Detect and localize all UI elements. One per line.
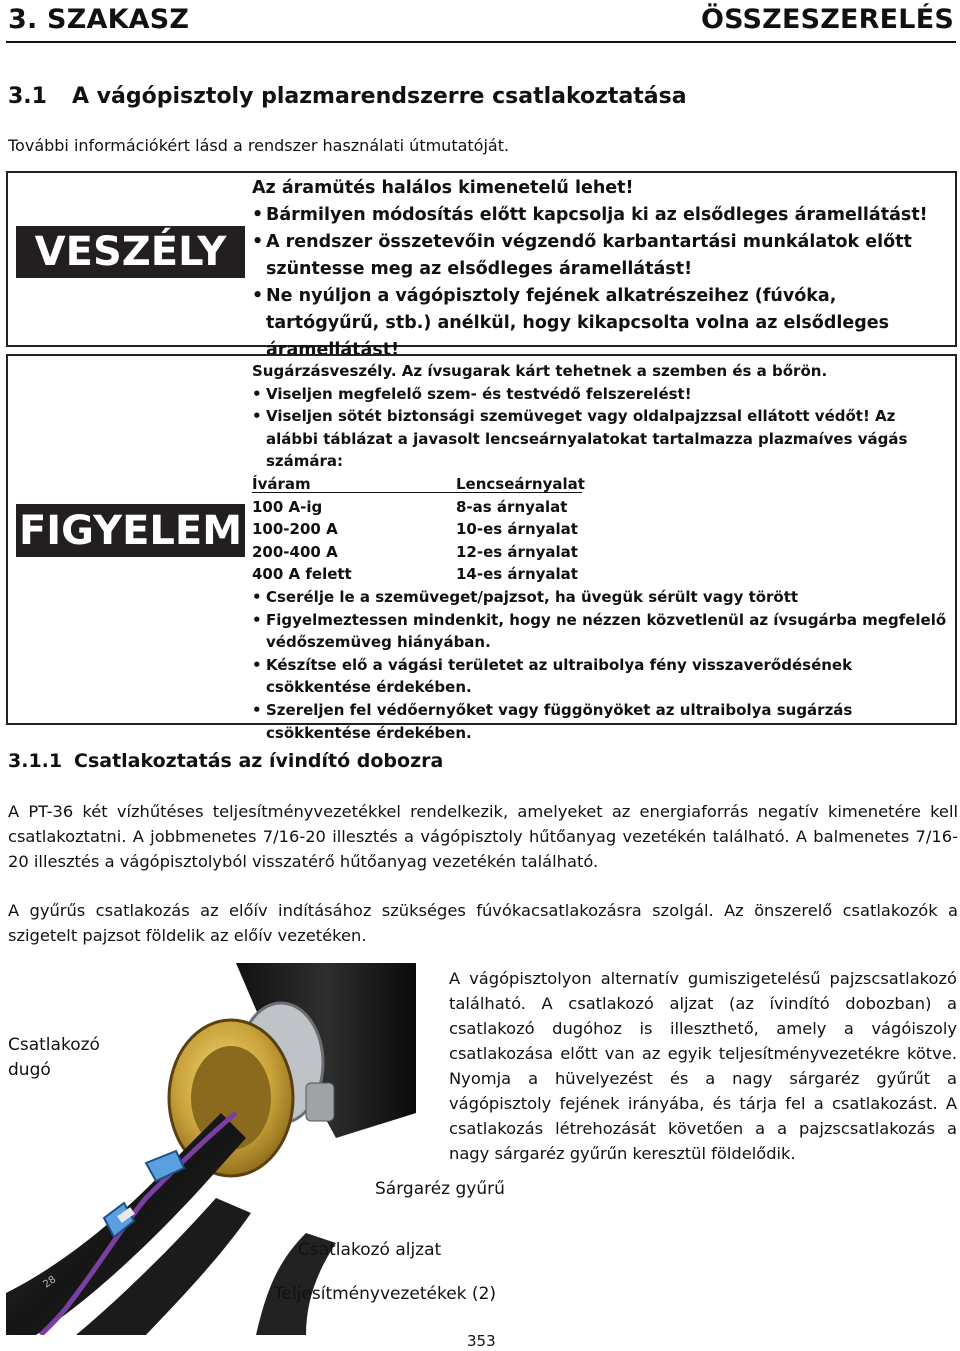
table-row <box>252 518 952 541</box>
caution-bullet-text: Szereljen fel védőernyőket vagy függönyöket az ultraibolya sugárzás csökkentése érdekében. <box>266 700 853 742</box>
danger-bullet: • A rendszer összetevőin végzendő karbantartási munkálatok előtt szüntesse meg az elsődleges áramellátást! <box>252 232 912 279</box>
lens-shade-table <box>252 473 952 586</box>
subsection-number: 3.1.1 <box>8 750 63 772</box>
danger-bullet-text: Bármilyen módosítás előtt kapcsolja ki az elsődleges áramellátást! <box>266 205 928 225</box>
section-title <box>8 84 687 109</box>
table-cell: 100 A-ig <box>252 497 323 516</box>
table-cell: 400 A felett <box>252 565 352 584</box>
svg-text:28: 28 <box>41 1274 59 1291</box>
table-cell: 8-as árnyalat <box>456 497 568 516</box>
chapter-header: ÖSSZESZERELÉS <box>700 4 954 35</box>
caution-label: FIGYELEM <box>16 504 245 557</box>
table-cell: 12-es árnyalat <box>456 542 578 561</box>
callout-plug-line2: dugó <box>8 1060 51 1080</box>
caution-bullet: • Viseljen megfelelő szem- és testvédő felszerelést! <box>252 384 692 403</box>
danger-bullet: • Ne nyúljon a vágópisztoly fejének alkatrészeihez (fúvóka, tartógyűrű, stb.) anélkül, hogy kikapcsolta volna az elsődleges áramellátást! <box>252 286 890 360</box>
caution-text <box>252 360 952 744</box>
callout-plug-line1: Csatlakozó <box>8 1035 100 1055</box>
intro-text: További információkért lásd a rendszer használati útmutatóját. <box>8 136 510 155</box>
table-cell: 10-es árnyalat <box>456 520 578 539</box>
section-number: 3.1 <box>8 84 47 109</box>
callout-connector-socket: Csatlakozó aljzat <box>298 1240 442 1260</box>
body-paragraph: A PT-36 két vízhűtéses teljesítményvezetékkel rendelkezik, amelyeket az energiaforrás negatív kimenetére kell csatlakoztatni. A jobbmenetes 7/16-20 illesztés a vágópisztoly hűtőanyag vezetékén található. A balmenetes 7/16-20 illesztés a vágópisztolyból visszatérő hűtőanyag vezetékén található. <box>8 802 958 871</box>
section-header: 3. SZAKASZ <box>8 4 190 35</box>
header-rule <box>6 41 956 43</box>
danger-label: VESZÉLY <box>16 226 245 278</box>
caution-heading: Sugárzásveszély. Az ívsugarak kárt tehetnek a szemben és a bőrön. <box>252 362 828 380</box>
danger-bullet-text: A rendszer összetevőin végzendő karbantartási munkálatok előtt szüntesse meg az elsődleges áramellátást! <box>266 232 912 279</box>
caution-bullet-text: Viseljen sötét biztonsági szemüveget vagy oldalpajzzsal ellátott védőt! Az alábbi táblázat a javasolt lencseárnyalatokat tartalmazza plazmaíves vágás számára: <box>266 407 908 471</box>
table-row <box>252 496 952 519</box>
callout-connector-plug <box>8 1033 100 1083</box>
callout-brass-ring: Sárgaréz gyűrű <box>375 1179 505 1199</box>
subsection-title-text: Csatlakoztatás az ívindító dobozra <box>74 750 444 772</box>
caution-bullet: • Viseljen sötét biztonsági szemüveget vagy oldalpajzzsal ellátott védőt! Az alábbi táblázat a javasolt lencseárnyalatokat tartalmazza plazmaíves vágás számára: <box>252 407 908 471</box>
caution-bullet: • Figyelmeztessen mindenkit, hogy ne nézzen közvetlenül az ívsugárba megfelelő védőszemüveg hiányában. <box>252 610 947 652</box>
caution-bullet-text: Cserélje le a szemüveget/pajzsot, ha üvegük sérült vagy törött <box>266 587 799 606</box>
caution-bullet: • Cserélje le a szemüveget/pajzsot, ha üvegük sérült vagy törött <box>252 587 799 606</box>
table-header-row <box>252 473 952 496</box>
section-title-text: A vágópisztoly plazmarendszerre csatlakoztatása <box>72 84 687 109</box>
callout-power-leads: Teljesítményvezetékek (2) <box>274 1284 497 1304</box>
table-row <box>252 563 952 586</box>
caution-warning-box <box>6 354 957 742</box>
danger-bullet-text: Ne nyúljon a vágópisztoly fejének alkatrészeihez (fúvóka, tartógyűrű, stb.) anélkül, hogy kikapcsolta volna az elsődleges áramellátást! <box>266 286 890 360</box>
caution-bullet: • Szereljen fel védőernyőket vagy függönyöket az ultraibolya sugárzás csökkentése érdekében. <box>252 700 853 742</box>
side-paragraph: A vágópisztolyon alternatív gumiszigetelésű pajzscsatlakozó található. A csatlakozó aljzat (az ívindító dobozban) a csatlakozó dugóhoz is illeszthető, amely a vágóiszoly csatlakozása előtt van az egyik teljesítményvezetékre kötve. Nyomja a hüvelyezést és a nagy sárgaréz gyűrűt a vágópisztoly fejének irányába, és tárja fel a csatlakozást. A csatlakozás létrehozását követően a a pajzscsatlakozás a nagy sárgaréz gyűrűn keresztül földelődik. <box>449 969 957 1163</box>
danger-bullet: • Bármilyen módosítás előtt kapcsolja ki az elsődleges áramellátást! <box>252 205 928 225</box>
caution-bullet-text: Készítse elő a vágási területet az ultraibolya fény visszaverődésének csökkentése érdekében. <box>266 655 853 697</box>
table-cell: 14-es árnyalat <box>456 565 578 584</box>
table-cell: 100-200 A <box>252 520 338 539</box>
caution-bullet-text: Viseljen megfelelő szem- és testvédő felszerelést! <box>266 384 692 403</box>
body-paragraph: A gyűrűs csatlakozás az előív indításához szükséges fúvókacsatlakozásra szolgál. Az önszerelő csatlakozók a szigetelt pajzsot földelik az előív vezetéken. <box>8 901 958 945</box>
table-row <box>252 541 952 564</box>
clamp-screw <box>306 1083 334 1121</box>
table-header-shade: Lencseárnyalat <box>456 474 585 493</box>
caution-bullet-text: Figyelmeztessen mindenkit, hogy ne nézzen közvetlenül az ívsugárba megfelelő védőszemüveg hiányában. <box>266 610 947 652</box>
table-header-current: Íváram <box>252 474 311 493</box>
subsection-title <box>8 750 443 772</box>
page-number: 353 <box>467 1332 496 1350</box>
danger-text <box>252 175 952 364</box>
danger-warning-box <box>6 171 957 360</box>
table-cell: 200-400 A <box>252 542 338 561</box>
caution-bullet: • Készítse elő a vágási területet az ultraibolya fény visszaverődésének csökkentése érdekében. <box>252 655 853 697</box>
danger-heading: Az áramütés halálos kimenetelű lehet! <box>252 178 634 198</box>
torch-connector-photo <box>6 963 416 1335</box>
